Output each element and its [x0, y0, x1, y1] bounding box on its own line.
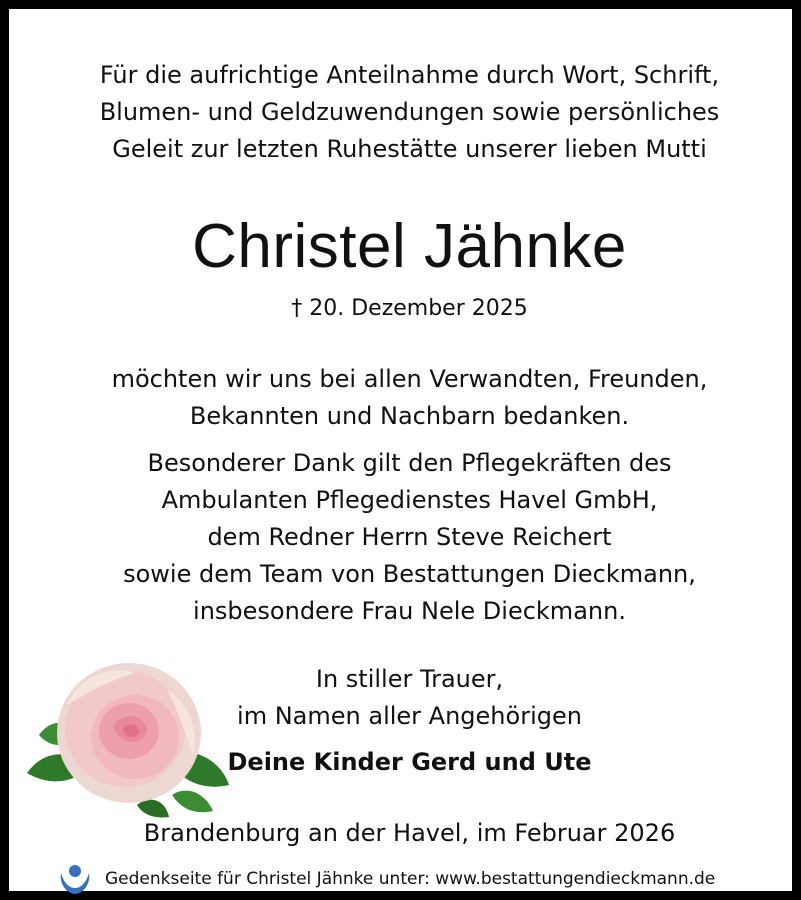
- special-thanks-line: sowie dem Team von Bestattungen Dieckmann,: [123, 560, 696, 588]
- signers: Deine Kinder Gerd und Ute: [227, 748, 592, 776]
- special-thanks-line: Besonderer Dank gilt den Pflegekräften des: [147, 449, 672, 477]
- mourning-text: [209, 661, 610, 735]
- thanks-line: möchten wir uns bei allen Verwandten, Freunden,: [111, 365, 708, 393]
- special-thanks-line: insbesondere Frau Nele Dieckmann.: [193, 597, 626, 625]
- intro-line: Für die aufrichtige Anteilnahme durch Wort, Schrift,: [99, 61, 720, 89]
- mourning-line: In stiller Trauer,: [315, 665, 504, 693]
- memorial-page-link[interactable]: Gedenkseite für Christel Jähnke unter: www.bestattungendieckmann.de: [105, 869, 716, 889]
- rose-petals: [57, 663, 201, 803]
- special-thanks-text: [9, 445, 801, 630]
- thanks-line: Bekannten und Nachbarn bedanken.: [189, 402, 630, 430]
- special-thanks-line: Ambulanten Pflegedienstes Havel GmbH,: [161, 486, 658, 514]
- rose-image: [17, 645, 232, 820]
- deceased-name: Christel Jähnke: [192, 212, 627, 281]
- memorial-logo-icon: [56, 859, 94, 897]
- thanks-text: [9, 361, 801, 435]
- intro-line: Blumen- und Geldzuwendungen sowie persönliches: [99, 98, 720, 126]
- intro-text: [9, 57, 801, 168]
- intro-line: Geleit zur letzten Ruhestätte unserer lieben Mutti: [112, 135, 707, 163]
- mourning-line: im Namen aller Angehörigen: [237, 702, 582, 730]
- place-date: Brandenburg an der Havel, im Februar 2026: [143, 819, 676, 847]
- death-date: † 20. Dezember 2025: [291, 296, 528, 321]
- special-thanks-line: dem Redner Herrn Steve Reichert: [207, 523, 612, 551]
